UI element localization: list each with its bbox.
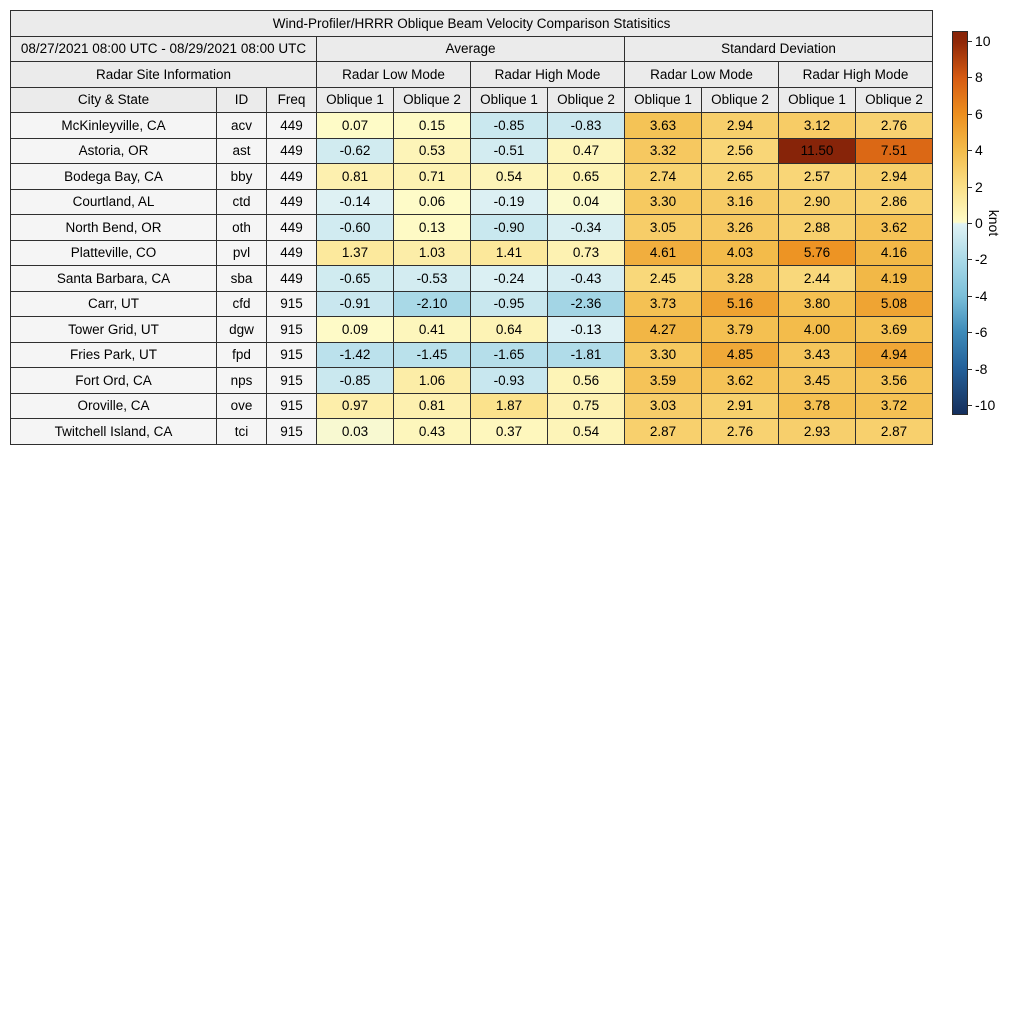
title-row (11, 11, 933, 37)
freq-cell: 915 (267, 291, 317, 317)
table-row (11, 266, 933, 292)
value-cell: 2.93 (779, 419, 856, 445)
value-cell: 3.73 (625, 291, 702, 317)
city-state-cell: Courtland, AL (11, 189, 217, 215)
table-row (11, 240, 933, 266)
site-id-cell: ast (217, 138, 267, 164)
colorbar (952, 31, 1024, 415)
city-state-cell: Carr, UT (11, 291, 217, 317)
colorbar-tick-label: -2 (975, 251, 988, 268)
value-cell: -0.43 (548, 266, 625, 292)
colorbar-tick-label: 4 (975, 142, 983, 159)
site-id-cell: oth (217, 215, 267, 241)
city-state-cell: McKinleyville, CA (11, 113, 217, 139)
table-row (11, 138, 933, 164)
value-cell: 3.30 (625, 342, 702, 368)
value-cell: 0.07 (317, 113, 394, 139)
value-cell: 4.03 (702, 240, 779, 266)
value-cell: 3.59 (625, 368, 702, 394)
value-cell: 2.87 (856, 419, 933, 445)
city-state-cell: Twitchell Island, CA (11, 419, 217, 445)
value-cell: -0.85 (317, 368, 394, 394)
value-cell: 2.87 (625, 419, 702, 445)
value-cell: 3.30 (625, 189, 702, 215)
value-cell: 4.27 (625, 317, 702, 343)
value-cell: -0.13 (548, 317, 625, 343)
table-row (11, 113, 933, 139)
value-cell: -0.62 (317, 138, 394, 164)
value-cell: 4.85 (702, 342, 779, 368)
id-header: ID (217, 87, 267, 113)
city-state-cell: Platteville, CO (11, 240, 217, 266)
freq-cell: 449 (267, 138, 317, 164)
value-cell: -0.60 (317, 215, 394, 241)
value-cell: 2.86 (856, 189, 933, 215)
freq-cell: 915 (267, 317, 317, 343)
value-cell: 0.65 (548, 164, 625, 190)
value-cell: 3.78 (779, 393, 856, 419)
value-cell: 3.43 (779, 342, 856, 368)
value-cell: 0.03 (317, 419, 394, 445)
std-high-mode-header: Radar High Mode (779, 62, 933, 88)
site-id-cell: fpd (217, 342, 267, 368)
value-cell: -0.83 (548, 113, 625, 139)
oblique2-header: Oblique 2 (702, 87, 779, 113)
value-cell: -0.93 (471, 368, 548, 394)
site-id-cell: ctd (217, 189, 267, 215)
city-state-cell: Bodega Bay, CA (11, 164, 217, 190)
group-header-row (11, 36, 933, 62)
freq-cell: 449 (267, 164, 317, 190)
value-cell: 3.69 (856, 317, 933, 343)
group-standard-deviation-header: Standard Deviation (625, 36, 933, 62)
value-cell: 3.79 (702, 317, 779, 343)
value-cell: 4.16 (856, 240, 933, 266)
table-row (11, 393, 933, 419)
std-low-mode-header: Radar Low Mode (625, 62, 779, 88)
avg-high-mode-header: Radar High Mode (471, 62, 625, 88)
value-cell: 2.57 (779, 164, 856, 190)
oblique1-header: Oblique 1 (471, 87, 548, 113)
value-cell: 5.76 (779, 240, 856, 266)
value-cell: -2.36 (548, 291, 625, 317)
site-id-cell: ove (217, 393, 267, 419)
avg-low-mode-header: Radar Low Mode (317, 62, 471, 88)
value-cell: 0.54 (548, 419, 625, 445)
value-cell: -0.19 (471, 189, 548, 215)
stats-table (10, 10, 933, 445)
value-cell: 2.56 (702, 138, 779, 164)
colorbar-tick (968, 405, 972, 406)
value-cell: 2.94 (856, 164, 933, 190)
value-cell: -2.10 (394, 291, 471, 317)
value-cell: -0.53 (394, 266, 471, 292)
oblique2-header: Oblique 2 (548, 87, 625, 113)
value-cell: -0.95 (471, 291, 548, 317)
value-cell: 0.04 (548, 189, 625, 215)
value-cell: 2.74 (625, 164, 702, 190)
freq-cell: 449 (267, 113, 317, 139)
value-cell: 4.00 (779, 317, 856, 343)
value-cell: 2.65 (702, 164, 779, 190)
table-row (11, 189, 933, 215)
site-id-cell: bby (217, 164, 267, 190)
oblique1-header: Oblique 1 (317, 87, 394, 113)
value-cell: 2.91 (702, 393, 779, 419)
colorbar-tick-label: -8 (975, 360, 988, 377)
value-cell: 1.37 (317, 240, 394, 266)
city-state-cell: Tower Grid, UT (11, 317, 217, 343)
value-cell: 3.56 (856, 368, 933, 394)
value-cell: 0.81 (394, 393, 471, 419)
site-id-cell: pvl (217, 240, 267, 266)
site-id-cell: cfd (217, 291, 267, 317)
value-cell: 2.90 (779, 189, 856, 215)
table-row (11, 419, 933, 445)
site-id-cell: dgw (217, 317, 267, 343)
table-row (11, 317, 933, 343)
freq-cell: 449 (267, 215, 317, 241)
table-row (11, 342, 933, 368)
table-row (11, 368, 933, 394)
site-id-cell: nps (217, 368, 267, 394)
value-cell: 3.32 (625, 138, 702, 164)
value-cell: 2.88 (779, 215, 856, 241)
city-state-cell: North Bend, OR (11, 215, 217, 241)
value-cell: 0.71 (394, 164, 471, 190)
value-cell: 0.43 (394, 419, 471, 445)
value-cell: 0.13 (394, 215, 471, 241)
oblique2-header: Oblique 2 (856, 87, 933, 113)
value-cell: 3.03 (625, 393, 702, 419)
colorbar-tick (968, 369, 972, 370)
value-cell: 2.94 (702, 113, 779, 139)
column-header-row (11, 87, 933, 113)
value-cell: 4.61 (625, 240, 702, 266)
freq-cell: 915 (267, 419, 317, 445)
value-cell: 0.06 (394, 189, 471, 215)
value-cell: 5.08 (856, 291, 933, 317)
oblique1-header: Oblique 1 (625, 87, 702, 113)
colorbar-tick (968, 41, 972, 42)
value-cell: -0.91 (317, 291, 394, 317)
freq-cell: 449 (267, 266, 317, 292)
value-cell: -0.34 (548, 215, 625, 241)
city-state-cell: Santa Barbara, CA (11, 266, 217, 292)
oblique2-header: Oblique 2 (394, 87, 471, 113)
colorbar-tick (968, 223, 972, 224)
city-state-header: City & State (11, 87, 217, 113)
value-cell: 2.45 (625, 266, 702, 292)
value-cell: -0.14 (317, 189, 394, 215)
freq-cell: 449 (267, 240, 317, 266)
value-cell: 0.64 (471, 317, 548, 343)
value-cell: 3.72 (856, 393, 933, 419)
value-cell: 3.45 (779, 368, 856, 394)
value-cell: -1.65 (471, 342, 548, 368)
colorbar-tick (968, 296, 972, 297)
colorbar-tick-label: 8 (975, 69, 983, 86)
group-average-header: Average (317, 36, 625, 62)
value-cell: 0.15 (394, 113, 471, 139)
freq-cell: 449 (267, 189, 317, 215)
value-cell: -0.24 (471, 266, 548, 292)
value-cell: 5.16 (702, 291, 779, 317)
colorbar-tick (968, 259, 972, 260)
value-cell: -0.51 (471, 138, 548, 164)
city-state-cell: Fries Park, UT (11, 342, 217, 368)
value-cell: -1.42 (317, 342, 394, 368)
value-cell: -1.81 (548, 342, 625, 368)
table-row (11, 291, 933, 317)
table-row (11, 215, 933, 241)
value-cell: 1.87 (471, 393, 548, 419)
value-cell: -0.65 (317, 266, 394, 292)
value-cell: 0.54 (471, 164, 548, 190)
oblique1-header: Oblique 1 (779, 87, 856, 113)
value-cell: 3.05 (625, 215, 702, 241)
city-state-cell: Astoria, OR (11, 138, 217, 164)
colorbar-tick (968, 77, 972, 78)
site-id-cell: tci (217, 419, 267, 445)
value-cell: 3.16 (702, 189, 779, 215)
colorbar-tick (968, 332, 972, 333)
value-cell: -0.90 (471, 215, 548, 241)
site-info-header: Radar Site Information (11, 62, 317, 88)
value-cell: 3.62 (702, 368, 779, 394)
freq-cell: 915 (267, 368, 317, 394)
value-cell: 0.09 (317, 317, 394, 343)
colorbar-tick-label: 6 (975, 105, 983, 122)
value-cell: 0.41 (394, 317, 471, 343)
city-state-cell: Fort Ord, CA (11, 368, 217, 394)
freq-cell: 915 (267, 393, 317, 419)
value-cell: 2.76 (702, 419, 779, 445)
value-cell: 2.44 (779, 266, 856, 292)
colorbar-tick-label: -4 (975, 287, 988, 304)
site-id-cell: acv (217, 113, 267, 139)
colorbar-tick (968, 114, 972, 115)
value-cell: 3.63 (625, 113, 702, 139)
value-cell: 0.56 (548, 368, 625, 394)
value-cell: 2.76 (856, 113, 933, 139)
value-cell: 3.80 (779, 291, 856, 317)
value-cell: 1.03 (394, 240, 471, 266)
value-cell: 4.19 (856, 266, 933, 292)
value-cell: 3.26 (702, 215, 779, 241)
value-cell: 0.37 (471, 419, 548, 445)
value-cell: 0.47 (548, 138, 625, 164)
value-cell: 0.53 (394, 138, 471, 164)
table-body (11, 113, 933, 445)
value-cell: 3.62 (856, 215, 933, 241)
value-cell: 4.94 (856, 342, 933, 368)
colorbar-tick-label: -6 (975, 324, 988, 341)
colorbar-tick (968, 150, 972, 151)
colorbar-gradient (952, 31, 968, 415)
value-cell: 0.75 (548, 393, 625, 419)
colorbar-tick (968, 187, 972, 188)
city-state-cell: Oroville, CA (11, 393, 217, 419)
value-cell: 11.50 (779, 138, 856, 164)
value-cell: 0.97 (317, 393, 394, 419)
table-title: Wind-Profiler/HRRR Oblique Beam Velocity Comparison Statisitics (11, 11, 933, 37)
value-cell: -0.85 (471, 113, 548, 139)
colorbar-tick-label: 0 (975, 215, 983, 231)
site-id-cell: sba (217, 266, 267, 292)
date-range: 08/27/2021 08:00 UTC - 08/29/2021 08:00 UTC (11, 36, 317, 62)
value-cell: -1.45 (394, 342, 471, 368)
colorbar-tick-label: -10 (975, 397, 996, 413)
freq-cell: 915 (267, 342, 317, 368)
value-cell: 3.12 (779, 113, 856, 139)
mode-header-row (11, 62, 933, 88)
value-cell: 0.73 (548, 240, 625, 266)
colorbar-tick-label: 10 (975, 33, 991, 49)
value-cell: 3.28 (702, 266, 779, 292)
value-cell: 1.41 (471, 240, 548, 266)
value-cell: 7.51 (856, 138, 933, 164)
value-cell: 0.81 (317, 164, 394, 190)
colorbar-unit-label: knot (986, 209, 1002, 237)
value-cell: 1.06 (394, 368, 471, 394)
freq-header: Freq (267, 87, 317, 113)
colorbar-tick-label: 2 (975, 178, 983, 195)
table-row (11, 164, 933, 190)
